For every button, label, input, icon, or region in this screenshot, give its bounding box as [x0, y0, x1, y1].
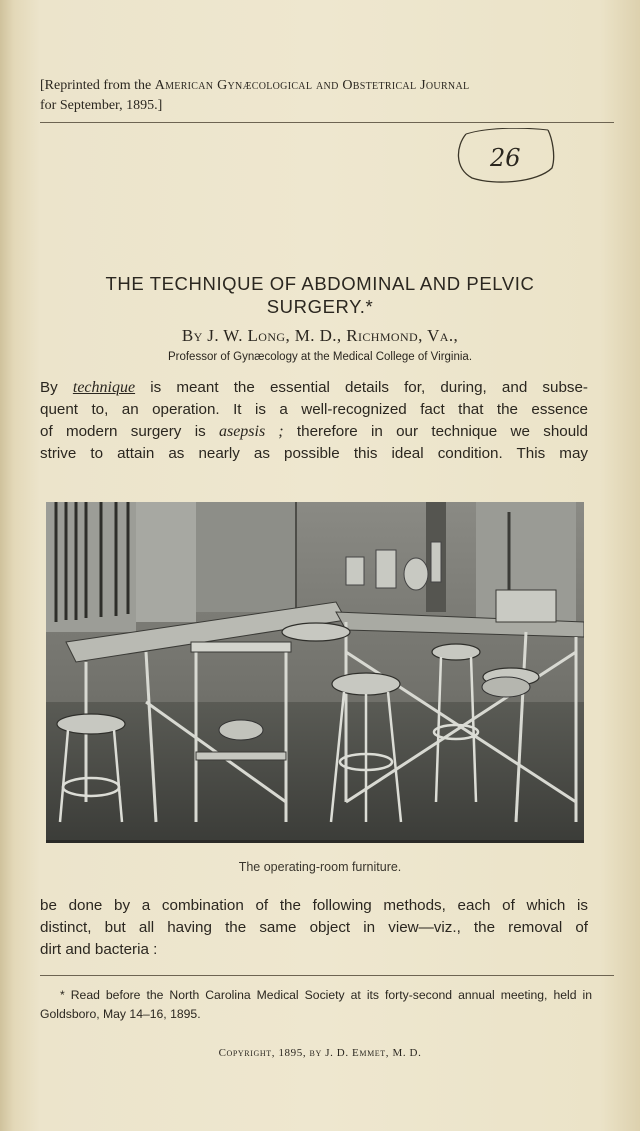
reprint-header-line-1: [40, 76, 620, 96]
reprint-header: [40, 76, 620, 116]
paragraph-1-line-4: strive to attain as nearly as possible this ideal condition. This may: [40, 445, 588, 462]
paragraph-2-line-1: be done by a combination of the following methods, each of which is: [40, 897, 588, 914]
reprint-header-line-2: for September, 1895.]: [40, 98, 163, 113]
figure-caption: The operating-room furniture.: [238, 860, 402, 874]
paragraph-1-line-3-b: therefore in our technique we should: [283, 423, 588, 440]
term-technique: technique: [72, 379, 136, 396]
paragraph-1-line-3-a: of modern surgery is: [40, 423, 219, 440]
paragraph-2-line-3: dirt and bacteria :: [40, 941, 158, 958]
operating-room-photograph: [46, 502, 584, 843]
article-title: [50, 272, 590, 318]
paragraph-1-line-1: [40, 377, 588, 399]
copyright-line: Copyright, 1895, by J. D. Emmet, M. D.: [218, 1047, 422, 1059]
stamp-number: 26: [490, 144, 521, 172]
term-asepsis: asepsis ;: [218, 423, 284, 440]
title-line-1: THE TECHNIQUE OF ABDOMINAL AND PELVIC: [105, 273, 535, 294]
reprint-prefix: [Reprinted from the: [40, 78, 155, 93]
journal-name: American Gynæcological and Obstetrical Journal: [154, 78, 470, 93]
paragraph-1-line-1-rest: is meant the essential details for, during, and subse-: [135, 379, 588, 396]
paragraph-lead: By: [40, 379, 73, 396]
header-rule: [40, 122, 614, 123]
footnote: * Read before the North Carolina Medical Society at its forty-second annual meeting, held in Goldsboro, May 14–16, 1895.: [40, 988, 592, 1021]
paragraph-1-line-2: quent to, an operation. It is a well-recognized fact that the essence: [40, 401, 588, 418]
handwritten-number-stamp: [452, 128, 556, 184]
paragraph-1: [40, 377, 588, 465]
paragraph-1-line-3: [40, 421, 588, 443]
paragraph-2: [40, 895, 588, 961]
author-affiliation: Professor of Gynæcology at the Medical College of Virginia.: [167, 351, 473, 363]
author-byline: By J. W. Long, M. D., Richmond, Va.,: [181, 326, 459, 345]
footnote-rule: [40, 975, 614, 976]
title-line-2: SURGERY.*: [266, 296, 374, 317]
paragraph-2-line-2: distinct, but all having the same object in view—viz., the removal of: [40, 919, 588, 936]
